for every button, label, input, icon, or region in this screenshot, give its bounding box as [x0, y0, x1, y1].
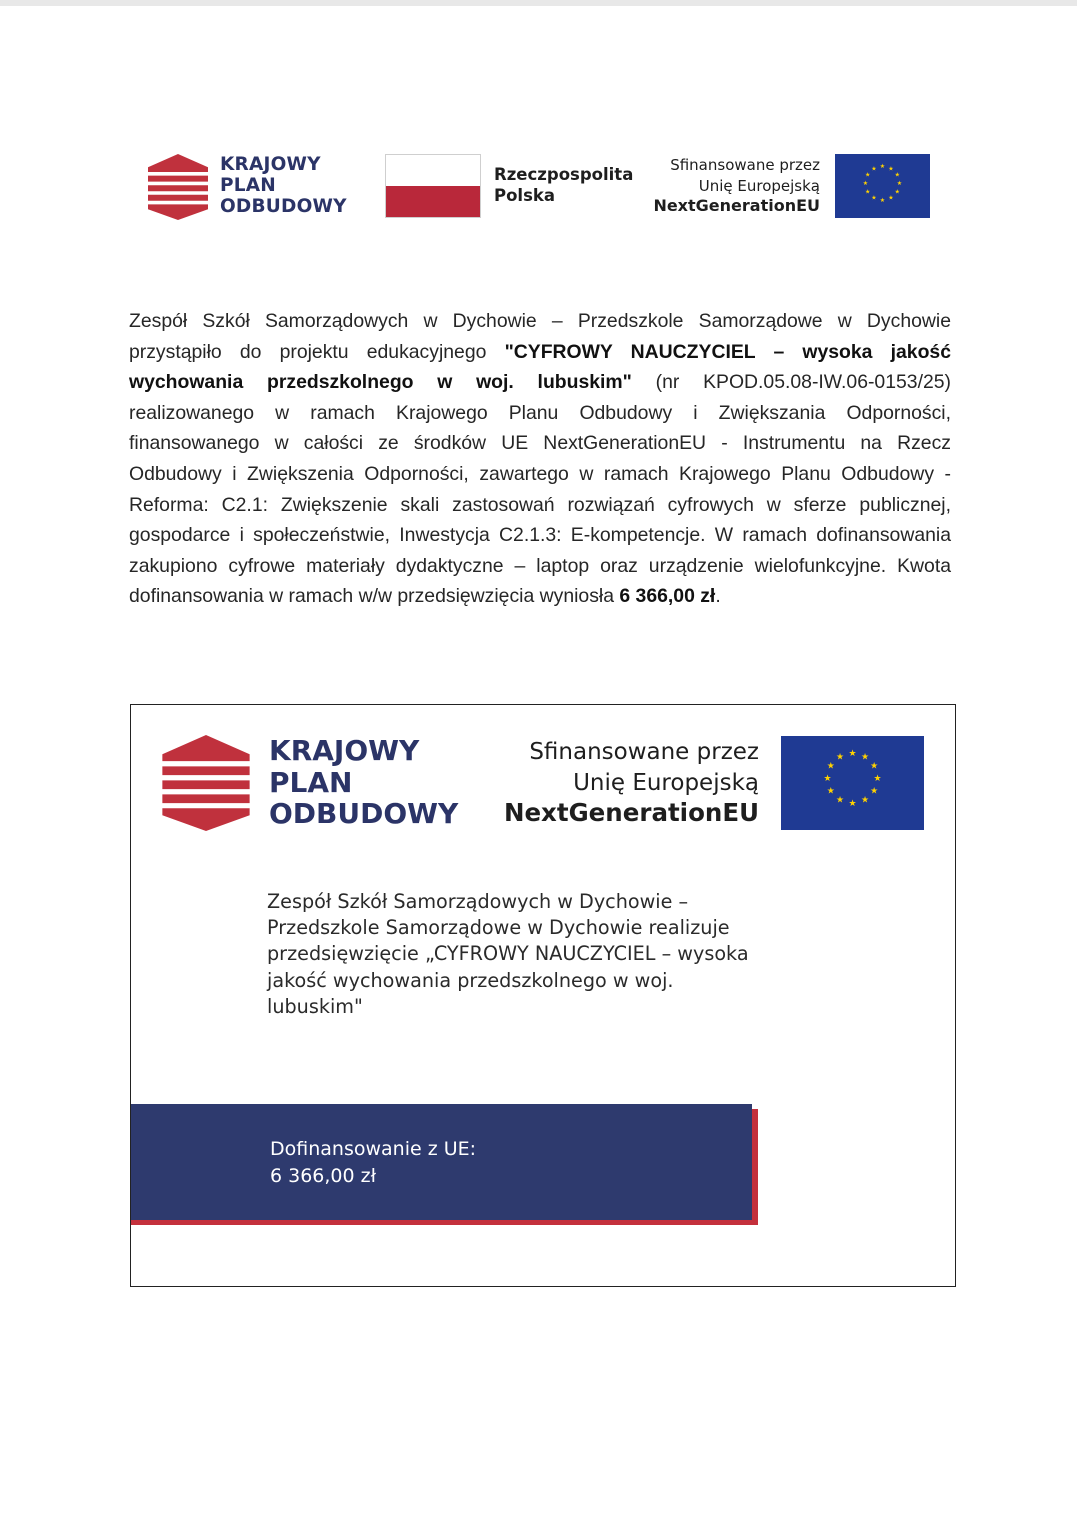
- kpo-line-1: KRAJOWY: [220, 154, 321, 175]
- funding-band: [131, 1104, 752, 1220]
- kpo-logo: [148, 154, 348, 220]
- svg-text:★: ★: [888, 194, 894, 202]
- poster-kpo-logo: [162, 735, 462, 835]
- poster-desc-line-1: Zespół Szkół Samorządowych w Dychowie –: [267, 890, 689, 913]
- poster-eu-line-3: NextGenerationEU: [503, 798, 759, 827]
- poster-kpo-line-1: KRAJOWY: [269, 734, 420, 767]
- svg-text:★: ★: [865, 188, 871, 196]
- kpo-line-2: PLAN: [220, 175, 276, 196]
- rp-wordmark: [494, 164, 633, 206]
- eu-line-1: Sfinansowane przez: [670, 156, 820, 174]
- svg-text:★: ★: [873, 774, 882, 784]
- svg-text:★: ★: [896, 180, 903, 187]
- svg-text:★: ★: [862, 180, 869, 187]
- header-logo-bar: [0, 0, 1077, 240]
- poster-desc-line-4: jakość wychowania przedszkolnego w woj. lubuskim": [267, 968, 674, 1018]
- svg-text:★: ★: [848, 749, 857, 759]
- poster-kpo-line-3: ODBUDOWY: [269, 797, 459, 830]
- eu-flag-icon: [835, 154, 930, 218]
- eu-funding-wordmark: [640, 155, 820, 217]
- rp-line-2: Polska: [494, 186, 556, 205]
- project-description-paragraph: [129, 306, 951, 612]
- rp-line-1: Rzeczpospolita: [494, 165, 634, 184]
- paragraph-intro: Zespół Szkół Samorządowych w Dychowie – Przedszkole Samorządowe w Dychowie przystąpiło do projektu edukacyjnego: [129, 310, 951, 363]
- poster-eu-line-1: Sfinansowane przez: [529, 739, 759, 765]
- svg-text:★: ★: [865, 171, 871, 179]
- kpo-line-3: ODBUDOWY: [220, 196, 347, 217]
- poland-flag-icon: [385, 154, 481, 218]
- kpo-information-poster: [130, 704, 956, 1287]
- svg-text:★: ★: [826, 786, 835, 797]
- kpo-emblem-icon: [148, 154, 208, 220]
- poster-eu-funding-wordmark: [489, 737, 759, 829]
- svg-text:★: ★: [835, 795, 845, 806]
- funding-label: Dofinansowanie z UE:: [270, 1138, 477, 1160]
- paragraph-end: .: [715, 585, 721, 608]
- svg-text:★: ★: [860, 752, 870, 763]
- paragraph-body: (nr KPOD.05.08-IW.06-0153/25) realizowanego w ramach Krajowego Planu Odbudowy i Zwiększania Odporności, finansowanego w całości ze środków UE NextGenerationEU - Instrumentu na Rzecz Odbudowy i Zwiększenia Odporności, zawartego w ramach Krajowego Planu Odbudowy - Reforma: C2.1: Zwiększenie skali zastosowań rozwiązań cyfrowych w sferze publicznej, gospodarce i społeczeństwie, Inwestycja C2.1.3: E-kompetencje. W ramach dofinansowania zakupiono cyfrowe materiały dydaktyczne – laptop oraz urządzenie wielofunkcyjne. Kwota dofinansowania w ramach w/w przedsięwzięcia wyniosła: [129, 371, 951, 608]
- svg-text:★: ★: [835, 752, 845, 763]
- svg-text:★: ★: [871, 194, 877, 202]
- poster-kpo-wordmark: [269, 735, 458, 830]
- poster-description: [267, 889, 767, 1020]
- svg-text:★: ★: [894, 171, 900, 179]
- svg-text:★: ★: [860, 795, 870, 806]
- svg-text:★: ★: [879, 197, 886, 204]
- svg-text:★: ★: [870, 786, 879, 797]
- eu-line-3: NextGenerationEU: [653, 196, 820, 215]
- project-name: "CYFROWY NAUCZYCIEL – wysoka jakość wychowania przedszkolnego w woj. lubuskim": [129, 340, 951, 394]
- poster-eu-flag-icon: [781, 736, 924, 830]
- poster-desc-line-2: Przedszkole Samorządowe w Dychowie realizuje: [267, 916, 730, 940]
- eu-line-2: Unię Europejską: [698, 176, 820, 195]
- svg-text:★: ★: [888, 165, 894, 173]
- kpo-wordmark: [220, 154, 347, 217]
- poster-kpo-line-2: PLAN: [269, 765, 353, 799]
- poster-eu-line-2: Unię Europejską: [573, 769, 759, 796]
- svg-text:★: ★: [894, 188, 900, 196]
- svg-text:★: ★: [826, 761, 835, 772]
- poster-kpo-emblem-icon: [162, 735, 250, 831]
- svg-text:★: ★: [879, 163, 886, 170]
- funding-amount: 6 366,00 zł: [270, 1165, 377, 1187]
- svg-text:★: ★: [823, 774, 832, 784]
- funding-amount-inline: 6 366,00 zł: [619, 585, 716, 608]
- svg-text:★: ★: [871, 165, 877, 173]
- poster-desc-line-3: przedsięwzięcie „CYFROWY NAUCZYCIEL – wysoka: [267, 942, 749, 966]
- svg-text:★: ★: [870, 761, 879, 772]
- svg-text:★: ★: [848, 799, 857, 809]
